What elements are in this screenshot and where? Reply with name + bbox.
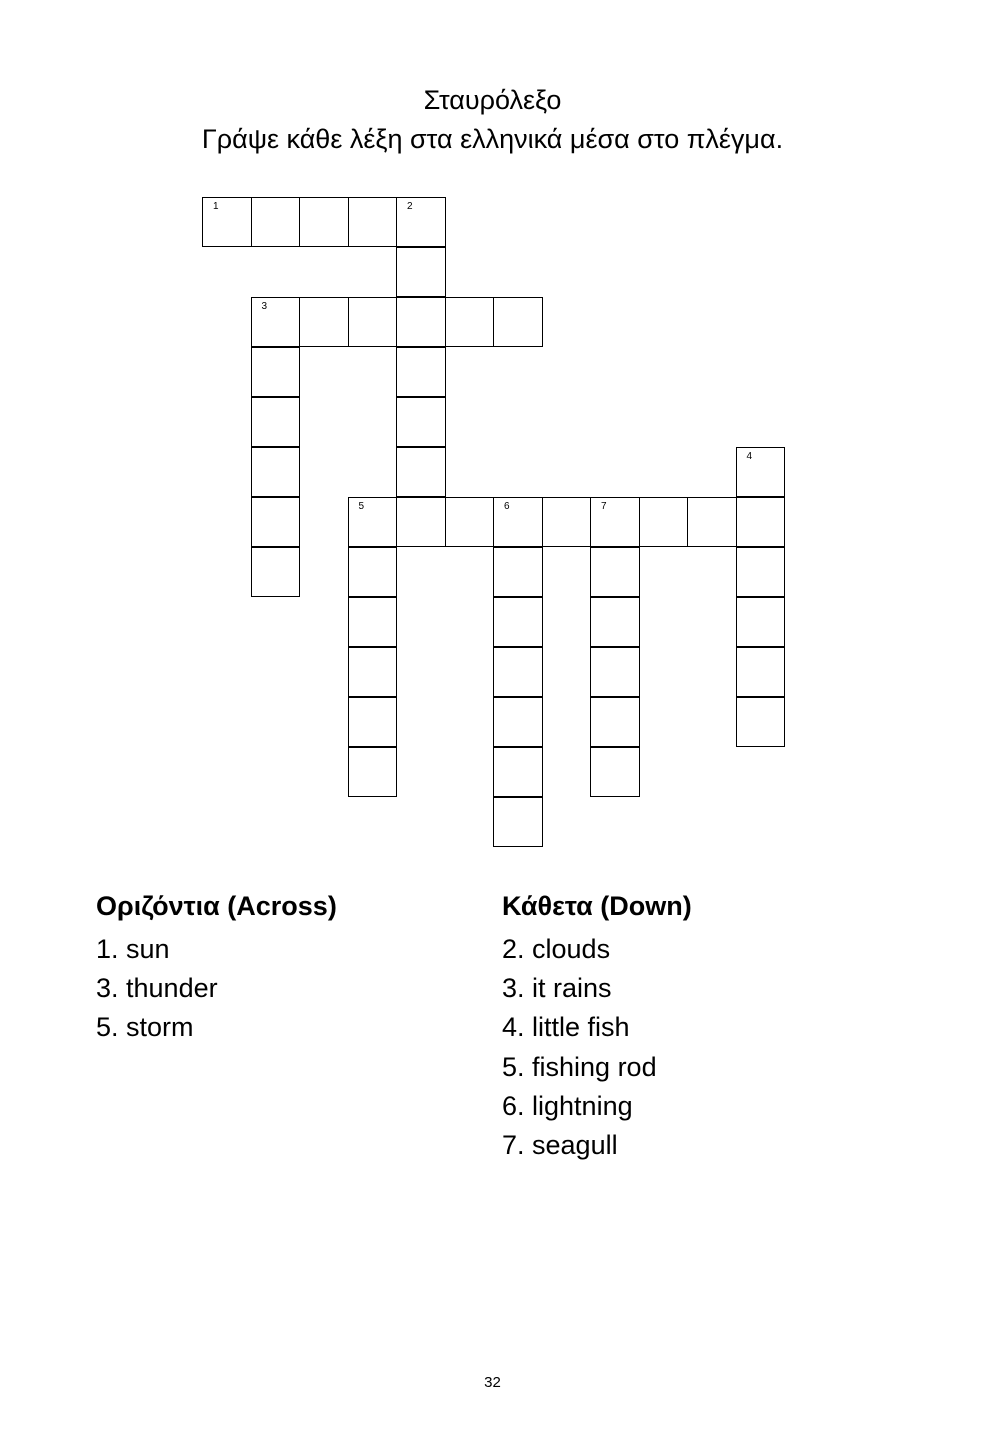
crossword-cell[interactable]: [590, 747, 640, 797]
down-clue-7: 7. seagull: [502, 1129, 618, 1160]
crossword-cell[interactable]: [396, 497, 446, 547]
crossword-cell[interactable]: [396, 447, 446, 497]
crossword-cell[interactable]: [251, 547, 301, 597]
crossword-cell[interactable]: [736, 547, 786, 597]
clue-number: 6: [504, 501, 510, 512]
crossword-cell[interactable]: [348, 597, 398, 647]
crossword-cell[interactable]: [396, 297, 446, 347]
across-clue-5: 5. storm: [96, 1012, 194, 1043]
crossword-cell[interactable]: [251, 297, 301, 347]
down-clues: [502, 888, 692, 1165]
crossword-cell[interactable]: [736, 447, 786, 497]
crossword-cell[interactable]: [299, 197, 349, 247]
crossword-cell[interactable]: [493, 297, 543, 347]
crossword-cell[interactable]: [396, 347, 446, 397]
crossword-cell[interactable]: [445, 497, 495, 547]
crossword-cell[interactable]: [251, 447, 301, 497]
crossword-cell[interactable]: [542, 497, 592, 547]
crossword-cell[interactable]: [736, 497, 786, 547]
clue-number: 2: [407, 201, 413, 212]
across-clues: [96, 888, 337, 1048]
crossword-cell[interactable]: [493, 747, 543, 797]
page-title: Σταυρόλεξο: [423, 85, 562, 115]
crossword-cell[interactable]: [348, 647, 398, 697]
crossword-cell[interactable]: [590, 697, 640, 747]
crossword-cell[interactable]: [639, 497, 689, 547]
instruction-text: Γράψε κάθε λέξη στα ελληνικά μέσα στο πλέγμα.: [201, 124, 784, 154]
across-clue-1: 1. sun: [96, 934, 170, 964]
crossword-cell[interactable]: [590, 547, 640, 597]
down-clue-5: 5. fishing rod: [502, 1051, 657, 1082]
clue-number: 3: [261, 301, 268, 312]
down-clue-3: 3. it rains: [502, 973, 612, 1004]
down-heading: Κάθετα (Down): [502, 891, 692, 921]
crossword-cell[interactable]: [396, 197, 446, 247]
crossword-cell[interactable]: [493, 597, 543, 647]
crossword-cell[interactable]: [736, 597, 786, 647]
crossword-cell[interactable]: [299, 297, 349, 347]
crossword-cell[interactable]: [493, 547, 543, 597]
crossword-cell[interactable]: [348, 497, 398, 547]
crossword-cell[interactable]: [687, 497, 737, 547]
crossword-cell[interactable]: [736, 647, 786, 697]
crossword-cell[interactable]: [251, 397, 301, 447]
clue-number: 7: [601, 501, 607, 512]
crossword-cell[interactable]: [590, 647, 640, 697]
down-clue-2: 2. clouds: [502, 934, 611, 964]
clue-number: 4: [746, 451, 753, 462]
crossword-cell[interactable]: [251, 497, 301, 547]
crossword-cell[interactable]: [493, 497, 543, 547]
crossword-cell[interactable]: [202, 197, 252, 247]
crossword-cell[interactable]: [348, 297, 398, 347]
crossword-cell[interactable]: [348, 697, 398, 747]
crossword-cell[interactable]: [493, 647, 543, 697]
across-heading: Οριζόντια (Across): [96, 891, 337, 921]
crossword-cell[interactable]: [493, 697, 543, 747]
down-clue-6: 6. lightning: [502, 1090, 633, 1121]
crossword-cell[interactable]: [251, 347, 301, 397]
clue-number: 5: [358, 501, 365, 512]
crossword-cell[interactable]: [736, 697, 786, 747]
down-clue-4: 4. little fish: [502, 1012, 630, 1043]
page-number: 32: [484, 1374, 501, 1391]
clue-number: 1: [213, 201, 219, 212]
crossword-cell[interactable]: [590, 597, 640, 647]
crossword-cell[interactable]: [590, 497, 640, 547]
crossword-cell[interactable]: [445, 297, 495, 347]
crossword-cell[interactable]: [251, 197, 301, 247]
crossword-cell[interactable]: [348, 547, 398, 597]
crossword-cell[interactable]: [396, 397, 446, 447]
crossword-cell[interactable]: [493, 797, 543, 847]
crossword-cell[interactable]: [396, 247, 446, 297]
crossword-cell[interactable]: [348, 747, 398, 797]
crossword-cell[interactable]: [348, 197, 398, 247]
across-clue-3: 3. thunder: [96, 973, 218, 1004]
